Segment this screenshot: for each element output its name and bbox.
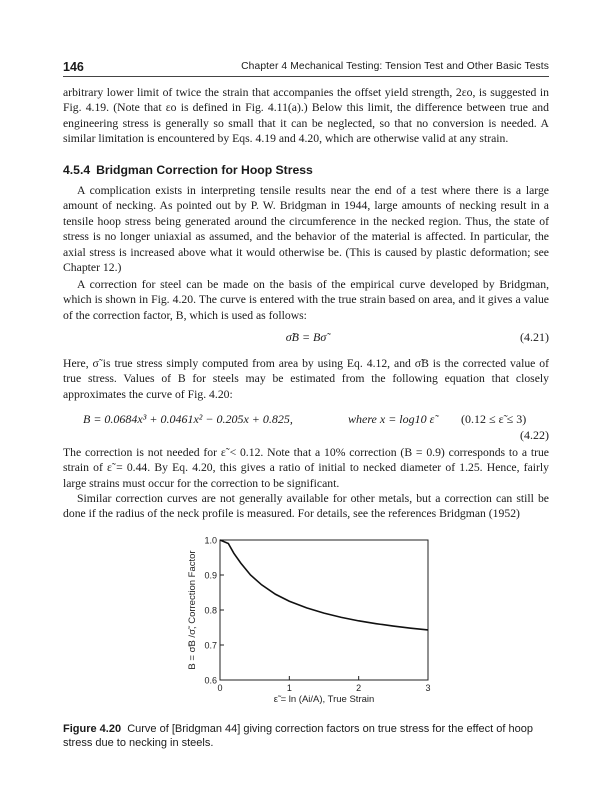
equation-4-22-range: (0.12 ≤ ε̃ ≤ 3) — [461, 412, 527, 426]
x-tick-label: 0 — [217, 683, 223, 693]
x-tick-label: 2 — [356, 683, 362, 693]
header-rule — [63, 76, 549, 77]
equation-4-22-formula: B = 0.0684x³ + 0.0461x² − 0.205x + 0.825, — [83, 412, 293, 426]
section-title: Bridgman Correction for Hoop Stress — [96, 163, 313, 177]
page-number: 146 — [63, 60, 84, 74]
equation-4-22-number-row — [63, 428, 549, 444]
paragraph-offset-yield: arbitrary lower limit of twice the strain that accompanies the offset yield strength, 2εo, is suggested in Fig. 4.19. (Note that εo is defined in Fig. 4.11(a).) Below this limit, the difference between true and engineering stress is generally so small that it can be neglected, so that no conversion is needed. A similar limitation is encountered by Eqs. 4.19 and 4.20, which are otherwise valid at any strain. — [63, 86, 549, 146]
section-number: 4.5.4 — [63, 163, 91, 177]
equation-4-22-where: where x = log10 ε̃ — [348, 412, 435, 426]
paragraph-correction-threshold: The correction is not needed for ε̃ < 0.12. Note that a 10% correction (B = 0.9) corresponds to a true strain of ε̃ = 0.44. By Eq. 4.20, this gives a ratio of initial to necked diameter of 1.25. Hence, fairly large strains must occur for the correction to be significant. — [63, 446, 549, 490]
y-tick-label: 0.6 — [204, 675, 217, 686]
paragraph-other-metals: Similar correction curves are not generally available for other metals, but a correction can still be done if the radius of the neck profile is measured. For details, see the references Bridgman (1952) — [63, 492, 549, 521]
paragraph-necking-complication: A complication exists in interpreting tensile results near the end of a test where there is a large amount of necking. As pointed out by P. W. Bridgman in 1944, large amounts of necking result in a tensile hoop stress being generated around the circumference in the necked region. Thus, the state of stress is no longer uniaxial as assumed, and the behavior of the material is affected. In particular, the axial stress is increased above what it would otherwise be. (This is caused by plastic deformation; see Chapter 12.) — [63, 184, 549, 275]
paragraph-true-stress: Here, σ̃ is true stress simply computed from area by using Eq. 4.12, and σ̃B is the corrected value of true stress. Values of B for steels may be estimated from the following equation that closely approximates the curve of Fig. 4.20: — [63, 357, 549, 401]
x-tick-label: 3 — [425, 683, 431, 693]
x-tick-label: 1 — [286, 683, 292, 693]
x-axis-ticks — [217, 676, 430, 693]
equation-4-21-number: (4.21) — [520, 330, 549, 344]
x-axis-label: ε̃ = ln (Ai/A), True Strain — [273, 694, 375, 705]
y-axis-ticks — [204, 536, 224, 686]
y-tick-label: 1.0 — [204, 535, 217, 546]
running-header — [63, 60, 549, 76]
correction-curve — [220, 540, 428, 630]
figure-caption-text: Curve of [Bridgman 44] giving correction factors on true stress for the effect of hoop stress due to necking in steels. — [63, 723, 533, 749]
plot-frame — [220, 540, 428, 680]
equation-4-21 — [63, 330, 549, 346]
bridgman-correction-chart — [186, 528, 446, 706]
y-tick-label: 0.7 — [204, 640, 217, 651]
paragraph-steel-correction: A correction for steel can be made on the basis of the empirical curve developed by Bridgman, which is shown in Fig. 4.20. The curve is entered with the true strain based on area, and it gives a value of the correction factor, B, which is used as follows: — [63, 278, 549, 322]
y-tick-label: 0.9 — [204, 570, 217, 581]
figure-label: Figure 4.20 — [63, 723, 122, 735]
equation-4-21-body: σ̃B = Bσ̃ — [285, 330, 327, 344]
equation-4-22 — [63, 412, 549, 428]
y-tick-label: 0.8 — [204, 605, 217, 616]
section-heading — [63, 163, 313, 177]
equation-4-22-number: (4.22) — [520, 428, 549, 442]
running-title: Chapter 4 Mechanical Testing: Tension Test and Other Basic Tests — [241, 61, 549, 72]
y-axis-label: B = σ̃B /σ̃, Correction Factor — [187, 550, 198, 670]
figure-caption — [63, 722, 549, 750]
